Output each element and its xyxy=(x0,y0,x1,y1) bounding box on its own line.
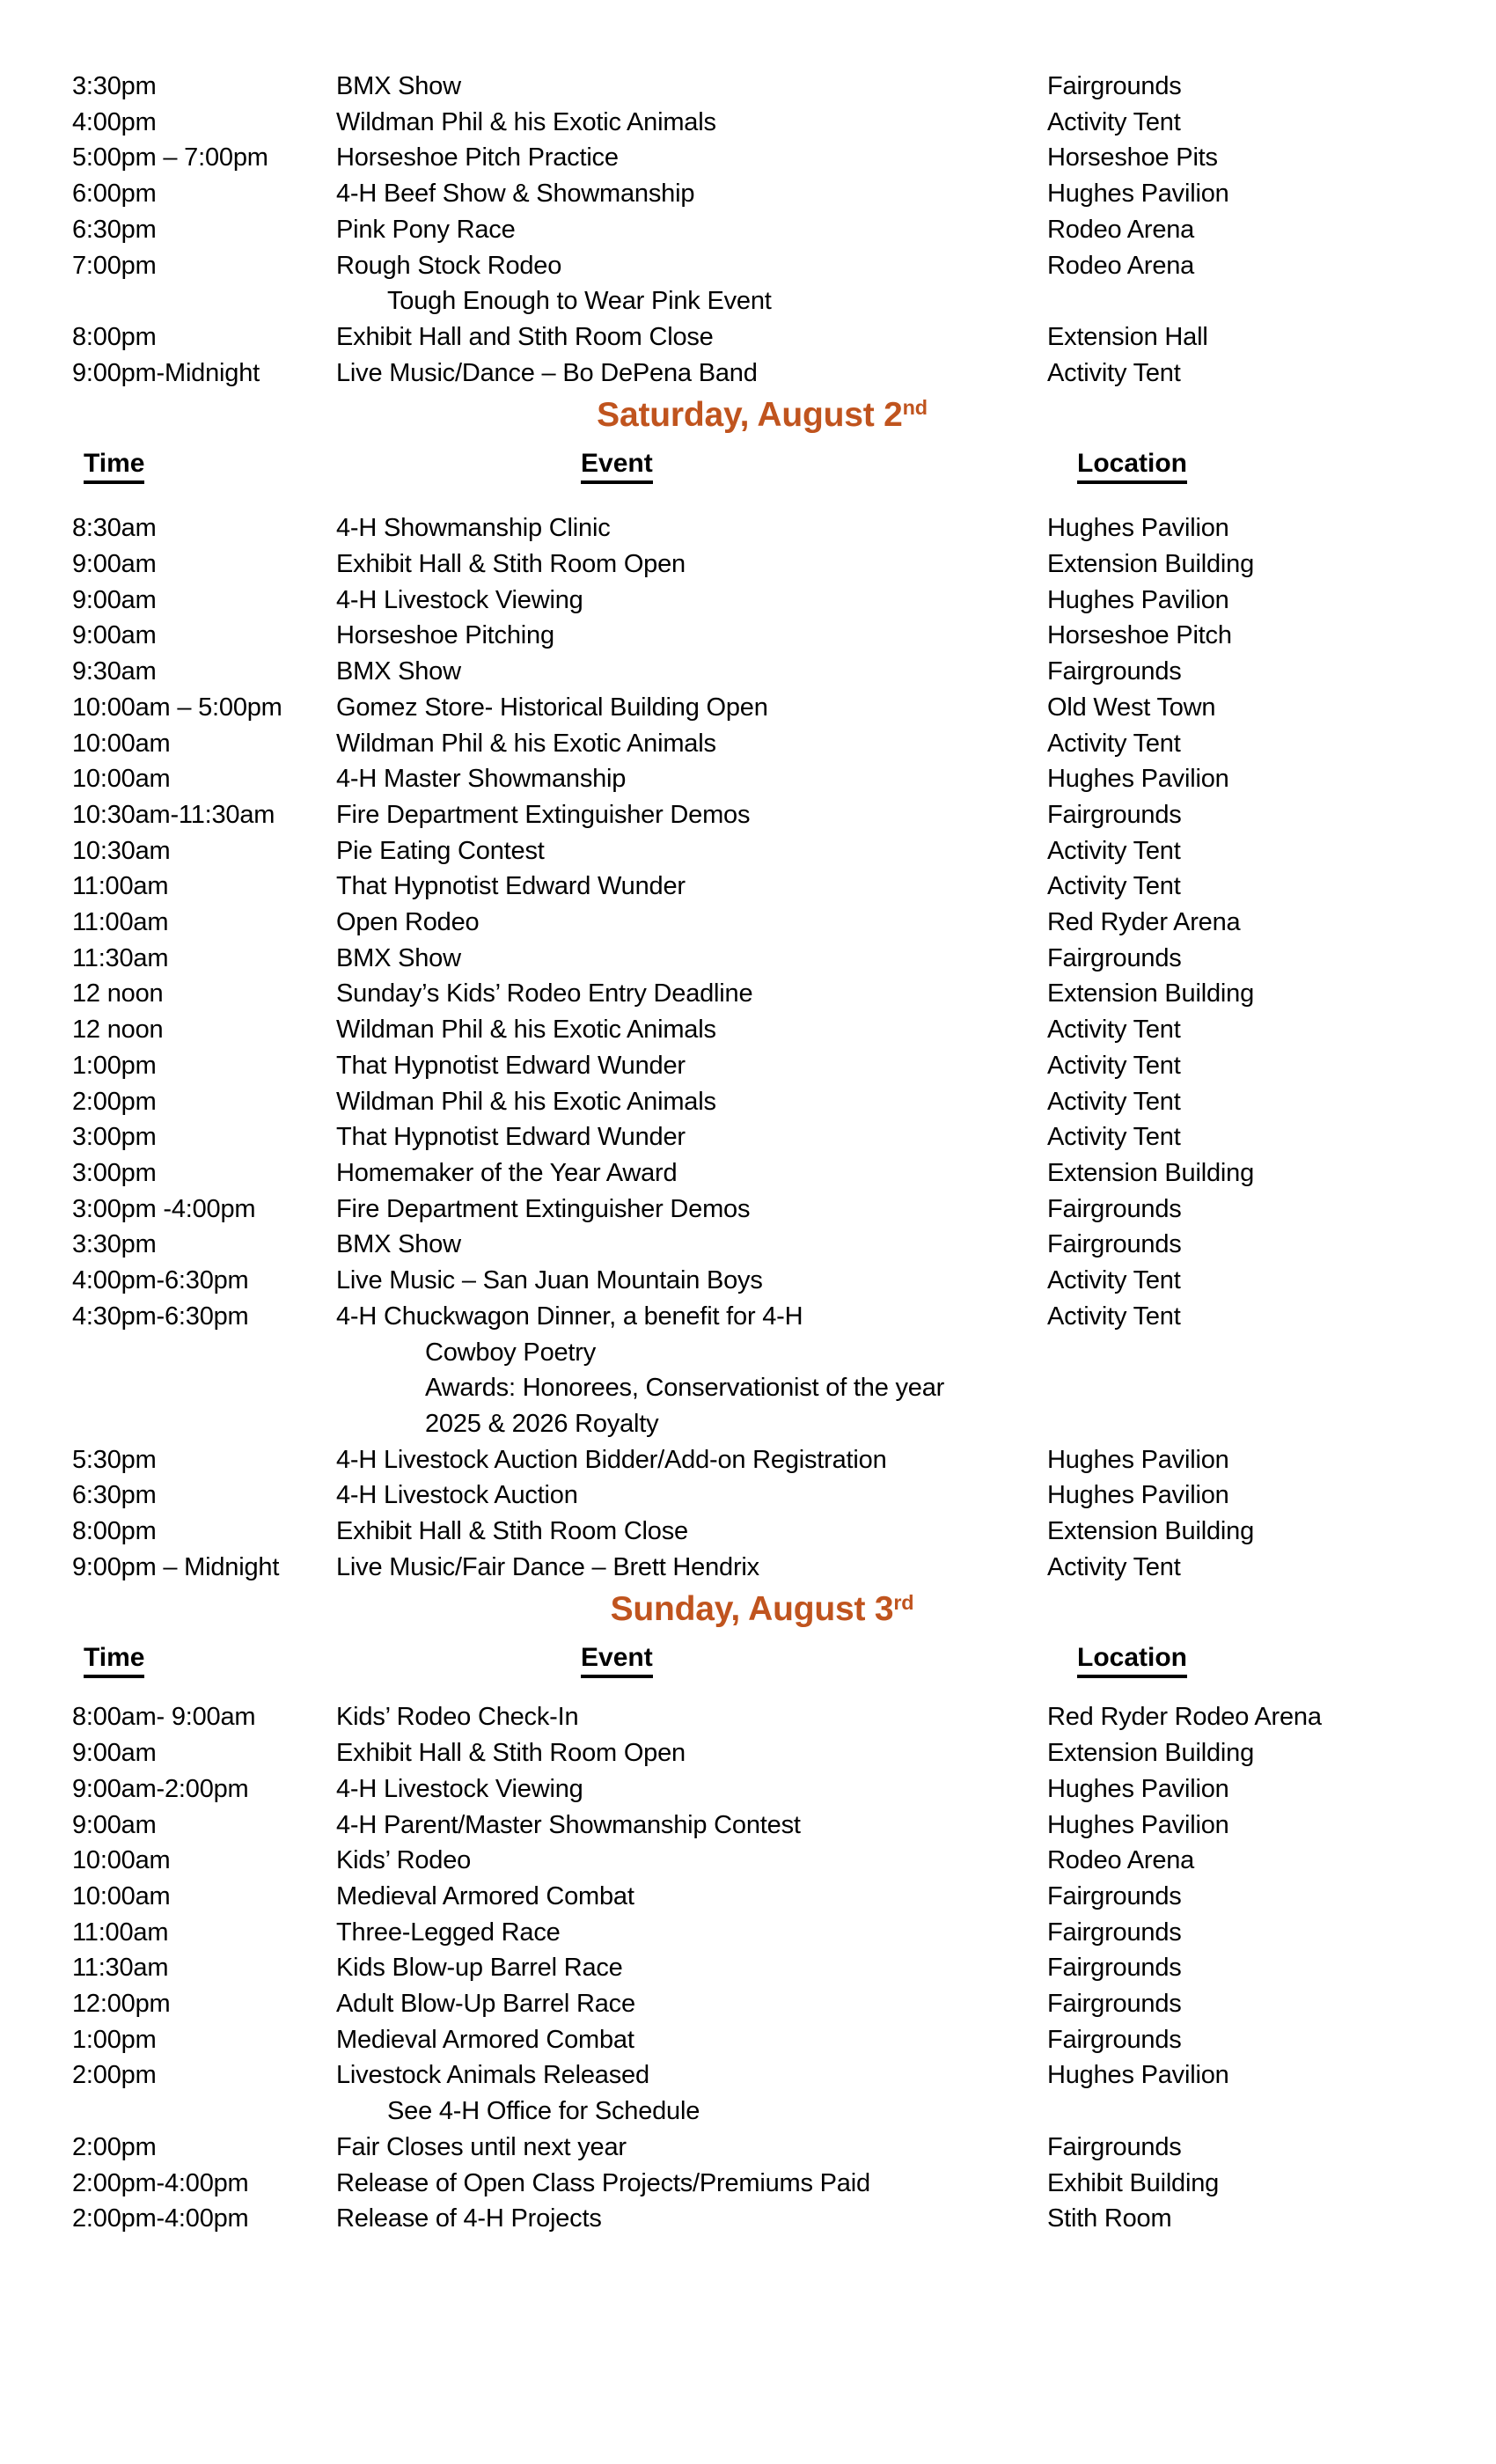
time-cell: 5:30pm xyxy=(72,1445,157,1474)
column-header-time: Time xyxy=(84,1643,144,1678)
event-cell: Horseshoe Pitching xyxy=(336,621,554,650)
time-cell: 9:00am xyxy=(72,585,157,614)
saturday-title-ordinal: nd xyxy=(902,396,928,420)
schedule-row xyxy=(0,2130,1496,2166)
time-cell: 12 noon xyxy=(72,1016,164,1045)
time-cell xyxy=(0,1335,336,1371)
location-cell: Hughes Pavilion xyxy=(1047,585,1229,614)
schedule-row xyxy=(0,319,1496,356)
time-cell: 2:00pm xyxy=(72,1087,157,1116)
time-cell: 5:00pm – 7:00pm xyxy=(72,143,268,172)
saturday-title-text: Saturday, August 2 xyxy=(597,396,903,435)
event-cell: 4-H Master Showmanship xyxy=(336,765,627,794)
location-cell: Fairgrounds xyxy=(1047,657,1182,686)
friday-continued-rows xyxy=(0,69,1496,391)
event-cell: BMX Show xyxy=(336,1230,461,1259)
location-cell: Hughes Pavilion xyxy=(1047,180,1229,209)
event-cell: See 4-H Office for Schedule xyxy=(387,2097,700,2126)
event-cell: Live Music – San Juan Mountain Boys xyxy=(336,1266,763,1295)
location-cell: Hughes Pavilion xyxy=(1047,765,1229,794)
time-cell: 4:00pm-6:30pm xyxy=(72,1266,249,1295)
sunday-section-title xyxy=(0,1585,1496,1638)
event-cell: 2025 & 2026 Royalty xyxy=(425,1409,659,1438)
event-cell: Livestock Animals Released xyxy=(336,2061,649,2090)
column-header-location: Location xyxy=(1077,449,1187,484)
schedule-row xyxy=(0,1084,1496,1120)
schedule-row xyxy=(0,1155,1496,1192)
time-cell: 3:00pm -4:00pm xyxy=(72,1194,256,1223)
location-cell: Activity Tent xyxy=(1047,729,1181,758)
saturday-section-title xyxy=(0,391,1496,444)
column-header-event: Event xyxy=(581,449,653,484)
saturday-column-headers xyxy=(0,444,1496,510)
event-cell: 4-H Livestock Viewing xyxy=(336,1774,583,1803)
schedule-row xyxy=(0,1406,1496,1442)
location-cell: Fairgrounds xyxy=(1047,1230,1182,1259)
time-cell: 7:00pm xyxy=(72,251,157,280)
time-cell: 9:00am xyxy=(72,621,157,650)
schedule-row xyxy=(0,726,1496,762)
time-cell: 1:00pm xyxy=(72,1051,157,1080)
location-cell: Activity Tent xyxy=(1047,1302,1181,1331)
time-cell: 4:00pm xyxy=(72,107,157,136)
event-cell: Fire Department Extinguisher Demos xyxy=(336,1194,751,1223)
time-cell: 2:00pm-4:00pm xyxy=(72,2204,249,2233)
schedule-row xyxy=(0,356,1496,392)
event-cell: BMX Show xyxy=(336,943,461,972)
schedule-row xyxy=(0,1986,1496,2022)
time-cell: 11:30am xyxy=(72,1954,169,1983)
location-cell: Fairgrounds xyxy=(1047,1918,1182,1947)
schedule-row xyxy=(0,105,1496,141)
location-cell: Extension Building xyxy=(1047,1517,1254,1546)
event-cell: Horseshoe Pitch Practice xyxy=(336,143,619,172)
sunday-title-ordinal: rd xyxy=(893,1590,914,1614)
event-cell: That Hypnotist Edward Wunder xyxy=(336,1051,686,1080)
column-header-time: Time xyxy=(84,449,144,484)
location-cell: Hughes Pavilion xyxy=(1047,1810,1229,1839)
location-cell: Hughes Pavilion xyxy=(1047,1481,1229,1510)
time-cell: 9:00am xyxy=(72,1810,157,1839)
schedule-row xyxy=(0,1735,1496,1771)
schedule-row xyxy=(0,1478,1496,1514)
time-cell: 10:00am xyxy=(72,1881,171,1910)
location-cell: Activity Tent xyxy=(1047,1266,1181,1295)
event-cell: Kids’ Rodeo xyxy=(336,1846,472,1875)
schedule-row xyxy=(0,1699,1496,1735)
time-cell: 8:00pm xyxy=(72,1517,157,1546)
schedule-row xyxy=(0,176,1496,212)
schedule-row xyxy=(0,1808,1496,1844)
location-cell: Fairgrounds xyxy=(1047,1881,1182,1910)
schedule-row xyxy=(0,1550,1496,1586)
event-cell: Live Music/Dance – Bo DePena Band xyxy=(336,358,758,387)
column-header-event: Event xyxy=(581,1643,653,1678)
time-cell: 3:00pm xyxy=(72,1158,157,1187)
schedule-row xyxy=(0,1915,1496,1951)
event-cell: Adult Blow-Up Barrel Race xyxy=(336,1990,635,2019)
location-cell xyxy=(1047,1406,1496,1442)
event-cell: Live Music/Fair Dance – Brett Hendrix xyxy=(336,1552,759,1581)
schedule-row xyxy=(0,248,1496,284)
event-cell: Homemaker of the Year Award xyxy=(336,1158,678,1187)
event-cell: Pink Pony Race xyxy=(336,215,516,244)
sunday-title-text: Sunday, August 3 xyxy=(610,1590,894,1629)
location-cell: Fairgrounds xyxy=(1047,800,1182,829)
location-cell: Horseshoe Pits xyxy=(1047,143,1218,172)
event-cell: Rough Stock Rodeo xyxy=(336,251,562,280)
schedule-row xyxy=(0,69,1496,105)
event-cell: 4-H Chuckwagon Dinner, a benefit for 4-H xyxy=(336,1302,803,1331)
time-cell: 10:00am – 5:00pm xyxy=(72,693,282,722)
location-cell: Rodeo Arena xyxy=(1047,1846,1195,1875)
schedule-row xyxy=(0,1119,1496,1155)
event-cell: Wildman Phil & his Exotic Animals xyxy=(336,1087,716,1116)
event-cell: Awards: Honorees, Conservationist of the year xyxy=(425,1374,945,1403)
location-cell xyxy=(1047,1335,1496,1371)
time-cell: 10:00am xyxy=(72,1846,171,1875)
event-cell: Fire Department Extinguisher Demos xyxy=(336,800,751,829)
schedule-row xyxy=(0,1192,1496,1228)
location-cell: Activity Tent xyxy=(1047,1123,1181,1152)
schedule-row xyxy=(0,761,1496,797)
event-cell: Kids Blow-up Barrel Race xyxy=(336,1954,623,1983)
location-cell: Red Ryder Arena xyxy=(1047,908,1241,937)
event-cell: That Hypnotist Edward Wunder xyxy=(336,872,686,901)
event-cell: 4-H Parent/Master Showmanship Contest xyxy=(336,1810,801,1839)
event-cell: Exhibit Hall & Stith Room Open xyxy=(336,550,686,579)
location-cell: Activity Tent xyxy=(1047,1016,1181,1045)
time-cell xyxy=(0,1370,336,1406)
location-cell: Activity Tent xyxy=(1047,358,1181,387)
event-cell: Medieval Armored Combat xyxy=(336,2025,634,2054)
schedule-row xyxy=(0,1012,1496,1048)
location-cell: Hughes Pavilion xyxy=(1047,2061,1229,2090)
location-cell: Extension Building xyxy=(1047,1739,1254,1768)
schedule-row xyxy=(0,654,1496,690)
schedule-row xyxy=(0,941,1496,977)
schedule-row xyxy=(0,1950,1496,1986)
location-cell: Horseshoe Pitch xyxy=(1047,621,1232,650)
location-cell: Red Ryder Rodeo Arena xyxy=(1047,1703,1322,1732)
location-cell: Fairgrounds xyxy=(1047,2132,1182,2161)
schedule-row xyxy=(0,1514,1496,1550)
time-cell: 8:00am- 9:00am xyxy=(72,1703,256,1732)
saturday-rows xyxy=(0,510,1496,1585)
event-cell: Wildman Phil & his Exotic Animals xyxy=(336,107,716,136)
location-cell: Activity Tent xyxy=(1047,1087,1181,1116)
time-cell: 9:00am xyxy=(72,550,157,579)
schedule-row xyxy=(0,583,1496,619)
column-header-location: Location xyxy=(1077,1643,1187,1678)
event-cell: Tough Enough to Wear Pink Event xyxy=(387,287,772,316)
event-cell: 4-H Beef Show & Showmanship xyxy=(336,180,695,209)
event-cell: 4-H Livestock Viewing xyxy=(336,585,583,614)
time-cell xyxy=(0,2094,336,2130)
schedule-row xyxy=(0,1263,1496,1299)
location-cell: Hughes Pavilion xyxy=(1047,1774,1229,1803)
schedule-row xyxy=(0,1771,1496,1808)
event-cell: Wildman Phil & his Exotic Animals xyxy=(336,1016,716,1045)
location-cell: Fairgrounds xyxy=(1047,943,1182,972)
location-cell xyxy=(1047,2094,1496,2130)
time-cell: 8:00pm xyxy=(72,322,157,351)
schedule-row xyxy=(0,1370,1496,1406)
time-cell: 10:30am-11:30am xyxy=(72,800,275,829)
location-cell: Activity Tent xyxy=(1047,107,1181,136)
time-cell: 6:30pm xyxy=(72,1481,157,1510)
time-cell xyxy=(0,283,336,319)
location-cell: Old West Town xyxy=(1047,693,1216,722)
time-cell: 3:00pm xyxy=(72,1123,157,1152)
time-cell: 9:00pm – Midnight xyxy=(72,1552,280,1581)
time-cell: 3:30pm xyxy=(72,1230,157,1259)
location-cell: Extension Hall xyxy=(1047,322,1208,351)
location-cell: Activity Tent xyxy=(1047,1051,1181,1080)
location-cell: Fairgrounds xyxy=(1047,2025,1182,2054)
schedule-row xyxy=(0,2094,1496,2130)
location-cell: Fairgrounds xyxy=(1047,1954,1182,1983)
schedule-row xyxy=(0,1299,1496,1335)
schedule-row xyxy=(0,2201,1496,2237)
location-cell: Extension Building xyxy=(1047,550,1254,579)
time-cell: 12 noon xyxy=(72,979,164,1008)
location-cell: Rodeo Arena xyxy=(1047,251,1195,280)
event-cell: 4-H Livestock Auction Bidder/Add-on Registration xyxy=(336,1445,887,1474)
time-cell: 10:00am xyxy=(72,765,171,794)
schedule-row xyxy=(0,140,1496,176)
time-cell: 2:00pm xyxy=(72,2061,157,2090)
schedule-row xyxy=(0,1335,1496,1371)
location-cell xyxy=(1047,1370,1496,1406)
schedule-row xyxy=(0,2057,1496,2094)
event-cell: Pie Eating Contest xyxy=(336,836,545,865)
schedule-row xyxy=(0,546,1496,583)
sunday-column-headers xyxy=(0,1638,1496,1699)
schedule-row xyxy=(0,797,1496,833)
location-cell: Activity Tent xyxy=(1047,1552,1181,1581)
schedule-row xyxy=(0,510,1496,546)
location-cell xyxy=(1047,283,1496,319)
time-cell: 9:00am xyxy=(72,1739,157,1768)
event-cell: That Hypnotist Edward Wunder xyxy=(336,1123,686,1152)
schedule-row xyxy=(0,2022,1496,2058)
schedule-row xyxy=(0,1048,1496,1084)
time-cell: 6:00pm xyxy=(72,180,157,209)
location-cell: Fairgrounds xyxy=(1047,1194,1182,1223)
schedule-row xyxy=(0,1227,1496,1263)
time-cell: 11:00am xyxy=(72,872,169,901)
sunday-rows xyxy=(0,1699,1496,2237)
schedule-row xyxy=(0,1879,1496,1915)
time-cell: 12:00pm xyxy=(72,1990,171,2019)
time-cell: 8:30am xyxy=(72,514,157,543)
location-cell: Extension Building xyxy=(1047,1158,1254,1187)
event-cell: Release of Open Class Projects/Premiums Paid xyxy=(336,2168,870,2197)
event-cell: Exhibit Hall and Stith Room Close xyxy=(336,322,714,351)
event-cell: Medieval Armored Combat xyxy=(336,1881,634,1910)
event-cell: Release of 4-H Projects xyxy=(336,2204,602,2233)
schedule-row xyxy=(0,283,1496,319)
location-cell: Activity Tent xyxy=(1047,872,1181,901)
event-cell: Three-Legged Race xyxy=(336,1918,561,1947)
time-cell: 4:30pm-6:30pm xyxy=(72,1302,249,1331)
location-cell: Fairgrounds xyxy=(1047,72,1182,100)
event-cell: Gomez Store- Historical Building Open xyxy=(336,693,768,722)
time-cell: 2:00pm-4:00pm xyxy=(72,2168,249,2197)
time-cell: 10:00am xyxy=(72,729,171,758)
event-cell: Fair Closes until next year xyxy=(336,2132,627,2161)
time-cell: 10:30am xyxy=(72,836,171,865)
schedule-row xyxy=(0,2166,1496,2202)
time-cell: 11:00am xyxy=(72,908,169,937)
time-cell: 3:30pm xyxy=(72,72,157,100)
event-cell: BMX Show xyxy=(336,657,461,686)
schedule-row xyxy=(0,212,1496,248)
schedule-row xyxy=(0,976,1496,1012)
time-cell: 6:30pm xyxy=(72,215,157,244)
location-cell: Activity Tent xyxy=(1047,836,1181,865)
event-cell: Cowboy Poetry xyxy=(425,1338,597,1367)
event-cell: 4-H Showmanship Clinic xyxy=(336,514,611,543)
schedule-row xyxy=(0,1442,1496,1478)
time-cell: 1:00pm xyxy=(72,2025,157,2054)
event-cell: Open Rodeo xyxy=(336,908,480,937)
schedule-row xyxy=(0,618,1496,654)
time-cell: 2:00pm xyxy=(72,2132,157,2161)
location-cell: Rodeo Arena xyxy=(1047,215,1195,244)
location-cell: Fairgrounds xyxy=(1047,1990,1182,2019)
event-cell: Wildman Phil & his Exotic Animals xyxy=(336,729,716,758)
event-cell: BMX Show xyxy=(336,72,461,100)
schedule-row xyxy=(0,690,1496,726)
event-cell: Exhibit Hall & Stith Room Close xyxy=(336,1517,688,1546)
event-cell: Kids’ Rodeo Check-In xyxy=(336,1703,579,1732)
location-cell: Exhibit Building xyxy=(1047,2168,1220,2197)
event-cell: 4-H Livestock Auction xyxy=(336,1481,578,1510)
time-cell xyxy=(0,1406,336,1442)
location-cell: Stith Room xyxy=(1047,2204,1172,2233)
location-cell: Hughes Pavilion xyxy=(1047,514,1229,543)
time-cell: 9:00pm-Midnight xyxy=(72,358,260,387)
time-cell: 9:30am xyxy=(72,657,157,686)
time-cell: 11:30am xyxy=(72,943,169,972)
schedule-row xyxy=(0,905,1496,941)
time-cell: 9:00am-2:00pm xyxy=(72,1774,249,1803)
schedule-row xyxy=(0,833,1496,869)
time-cell: 11:00am xyxy=(72,1918,169,1947)
event-cell: Exhibit Hall & Stith Room Open xyxy=(336,1739,686,1768)
location-cell: Hughes Pavilion xyxy=(1047,1445,1229,1474)
schedule-row xyxy=(0,869,1496,905)
event-cell: Sunday’s Kids’ Rodeo Entry Deadline xyxy=(336,979,753,1008)
location-cell: Extension Building xyxy=(1047,979,1254,1008)
schedule-row xyxy=(0,1843,1496,1879)
